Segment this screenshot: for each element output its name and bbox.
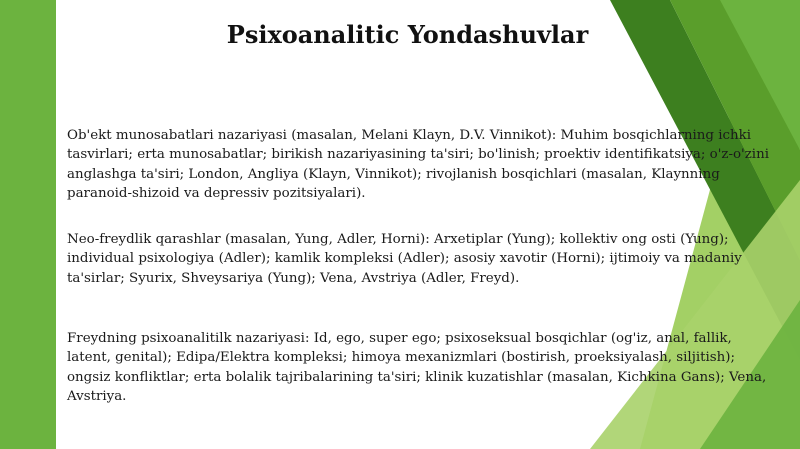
paragraph-neo-freudian: Neo-freydlik qarashlar (masalan, Yung, Adler, Horni): Arxetiplar (Yung); kollektiv ong osti (Yung); individual psixologiya (Adler); kamlik kompleksi (Adler); asosiy xavotir (Horni); ijtimoiy va madaniy ta'sirlar; Syurix, Shveysariya (Yung); Vena, Avstriya (Adler, Freyd). [67, 232, 742, 286]
paragraph-object-relations: Ob'ekt munosabatlari nazariyasi (masalan, Melani Klayn, D.V. Vinnikot): Muhim bosqichlarning ichki tasvirlari; erta munosabatlar; birikish nazariyasining ta'siri; bo'linish; proektiv identifikatsiya; o'z-o'zini anglashga ta'siri; London, Angliya (Klayn, Vinnikot); rivojlanish bosqichlari (masalan, Klaynning paranoid-shizoid va depressiv pozitsiyalari). [67, 128, 769, 202]
paragraph-freud-theory: Freydning psixoanalitilk nazariyasi: Id, ego, super ego; psixoseksual bosqichlar (og'iz, anal, fallik, latent, genital); Edipa/Elektra kompleksi; himoya mexanizmlari (bostirish, proeksiyalash, siljitish); ongsiz konfliktlar; erta bolalik tajribalarining ta'siri; klinik kuzatishlar (masalan, Kichkina Gans); Vena, Avstriya. [67, 331, 767, 405]
slide-title: Psixoanalitic Yondashuvlar [226, 20, 589, 49]
